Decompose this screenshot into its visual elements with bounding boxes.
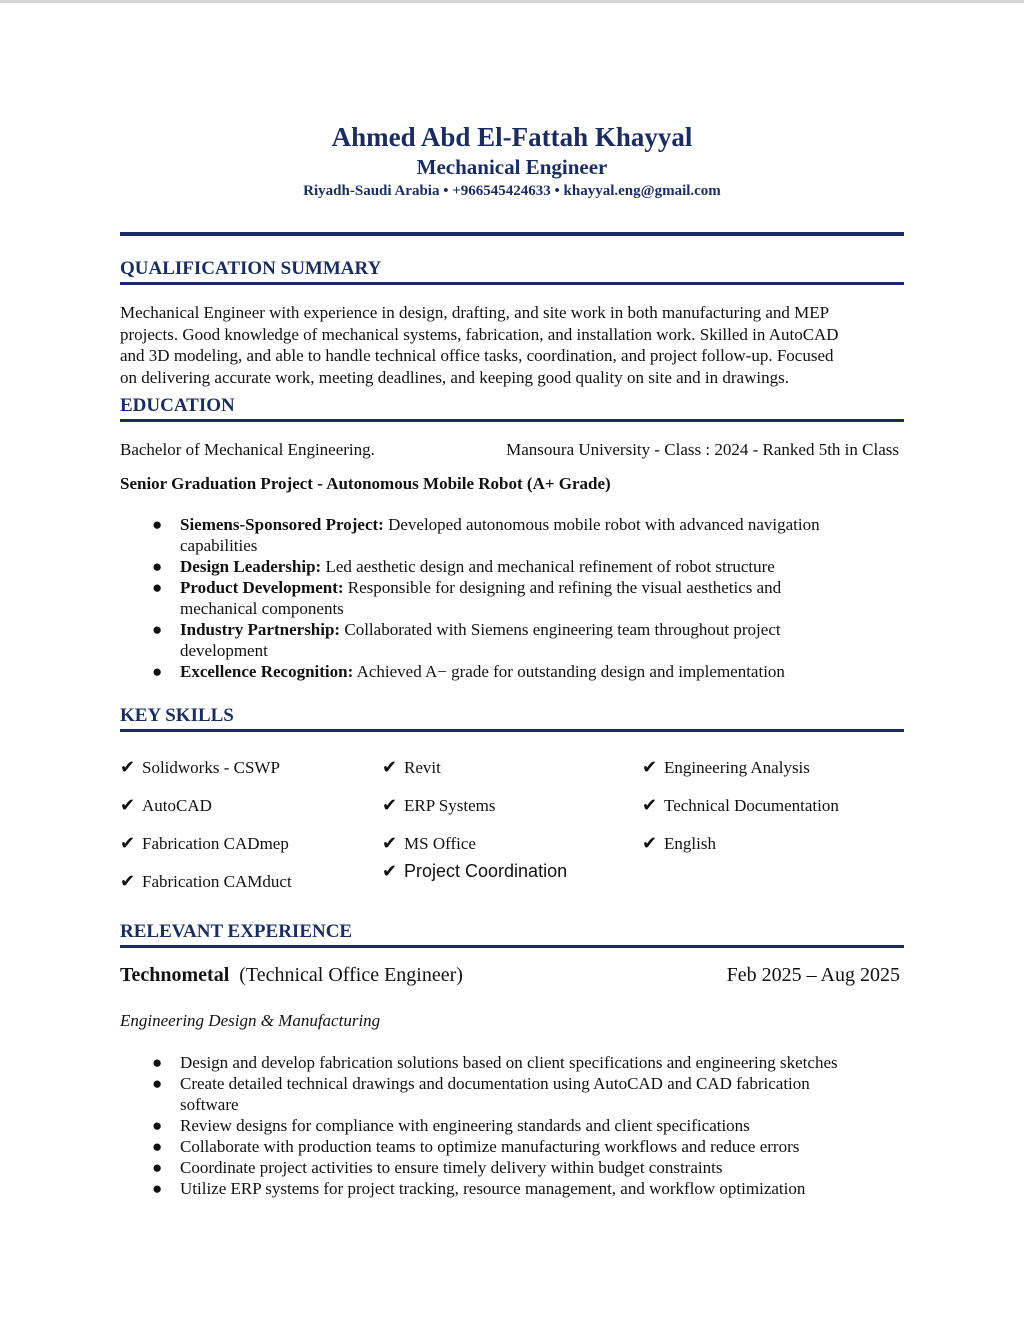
list-item (120, 661, 904, 682)
skill-label: MS Office (404, 834, 476, 853)
bullet-icon: ● (152, 662, 163, 681)
skill-item (120, 833, 289, 855)
skill-item (382, 833, 476, 855)
skill-item (382, 757, 441, 779)
skill-label: Technical Documentation (664, 796, 839, 815)
skill-item (120, 757, 280, 779)
skill-label: Fabrication CADmep (142, 834, 289, 853)
skill-item (642, 795, 839, 817)
bullet-text: Developed autonomous mobile robot with advanced navigation (383, 515, 820, 534)
education-row (120, 439, 904, 461)
check-icon: ✔ (120, 871, 136, 892)
bullet-label: Industry Partnership: (180, 620, 341, 639)
skill-label: Engineering Analysis (664, 758, 810, 777)
skill-item (120, 795, 212, 817)
list-item (120, 1178, 904, 1199)
skill-item (642, 833, 716, 855)
check-icon: ✔ (642, 833, 658, 854)
bullet-icon: ● (152, 515, 163, 534)
list-item (120, 1073, 904, 1115)
bullet-text-cont: software (180, 1095, 239, 1114)
skill-label: English (664, 834, 716, 853)
skill-label: Fabrication CAMduct (142, 872, 292, 891)
candidate-name: Ahmed Abd El-Fattah Khayyal (331, 122, 693, 152)
skill-item (642, 757, 810, 779)
list-item (120, 556, 904, 577)
check-icon: ✔ (382, 757, 398, 778)
skill-label: AutoCAD (142, 796, 212, 815)
skill-item (382, 795, 495, 817)
bullet-icon: ● (152, 1179, 163, 1198)
bullet-text: Utilize ERP systems for project tracking, resource management, and workflow optimization (180, 1179, 806, 1198)
bullet-text: Responsible for designing and refining the visual aesthetics and (343, 578, 782, 597)
list-item (120, 1136, 904, 1157)
section-title-experience: RELEVANT EXPERIENCE (120, 920, 904, 948)
check-icon: ✔ (120, 757, 136, 778)
bullet-icon: ● (152, 557, 163, 576)
bullet-text: Led aesthetic design and mechanical refinement of robot structure (321, 557, 775, 576)
contact-info: Riyadh-Saudi Arabia • +966545424633 • khayyal.eng@gmail.com (303, 183, 721, 199)
summary-line: on delivering accurate work, meeting deadlines, and keeping good quality on site and in drawings. (120, 367, 789, 387)
job-position: (Technical Office Engineer) (239, 964, 463, 986)
bullet-icon: ● (152, 1074, 163, 1093)
check-icon: ✔ (382, 833, 398, 854)
section-title-education: EDUCATION (120, 394, 904, 422)
job-subtitle: Engineering Design & Manufacturing (120, 1011, 381, 1030)
skill-label: Project Coordination (404, 861, 568, 881)
degree: Bachelor of Mechanical Engineering. (120, 440, 375, 459)
check-icon: ✔ (642, 757, 658, 778)
bullet-text-cont: capabilities (180, 536, 258, 555)
skill-label: ERP Systems (404, 796, 496, 815)
list-item (120, 1157, 904, 1178)
bullet-label: Design Leadership: (180, 557, 322, 576)
skill-label: Solidworks - CSWP (142, 758, 280, 777)
bullet-icon: ● (152, 1158, 163, 1177)
list-item (120, 1052, 904, 1073)
bullet-label: Excellence Recognition: (180, 662, 354, 681)
section-title-summary: QUALIFICATION SUMMARY (120, 257, 904, 285)
check-icon: ✔ (120, 795, 136, 816)
bullet-text-cont: development (180, 641, 268, 660)
bullet-text-cont: mechanical components (180, 599, 344, 618)
bullet-label: Siemens-Sponsored Project: (180, 515, 384, 534)
company-name: Technometal (120, 964, 230, 986)
check-icon: ✔ (382, 861, 398, 882)
bullet-text: Review designs for compliance with engineering standards and client specifications (180, 1116, 750, 1135)
summary-paragraph (120, 302, 904, 388)
job-header (120, 963, 904, 987)
bullet-text: Collaborated with Siemens engineering team throughout project (340, 620, 781, 639)
bullet-label: Product Development: (180, 578, 344, 597)
job-dates: Feb 2025 – Aug 2025 (726, 964, 900, 986)
summary-line: Mechanical Engineer with experience in design, drafting, and site work in both manufacturing and MEP (120, 303, 830, 322)
bullet-text: Collaborate with production teams to optimize manufacturing workflows and reduce errors (180, 1137, 800, 1156)
candidate-role: Mechanical Engineer (416, 155, 608, 179)
bullet-text: Design and develop fabrication solutions based on client specifications and engineering sketches (180, 1053, 838, 1072)
list-item (120, 1115, 904, 1136)
viewer-top-edge (0, 0, 1024, 3)
check-icon: ✔ (120, 833, 136, 854)
check-icon: ✔ (642, 795, 658, 816)
experience-bullet-list (120, 1052, 904, 1199)
skill-item (382, 860, 567, 883)
graduation-project-title: Senior Graduation Project - Autonomous Mobile Robot (A+ Grade) (120, 474, 611, 493)
bullet-text: Create detailed technical drawings and documentation using AutoCAD and CAD fabrication (180, 1074, 810, 1093)
skill-label: Revit (404, 758, 441, 777)
education-bullet-list (120, 514, 904, 682)
summary-line: and 3D modeling, and able to handle technical office tasks, coordination, and project follow-up. Focused (120, 346, 834, 365)
list-item (120, 619, 904, 661)
header-divider (120, 232, 904, 236)
check-icon: ✔ (382, 795, 398, 816)
summary-line: projects. Good knowledge of mechanical systems, fabrication, and installation work. Skilled in AutoCAD (120, 324, 839, 344)
bullet-icon: ● (152, 620, 163, 639)
section-title-skills: KEY SKILLS (120, 704, 904, 732)
bullet-icon: ● (152, 578, 163, 597)
bullet-icon: ● (152, 1116, 163, 1135)
university-details: Mansoura University - Class : 2024 - Ranked 5th in Class (506, 440, 899, 459)
resume-header (120, 120, 904, 202)
list-item (120, 577, 904, 619)
skill-item (120, 871, 292, 893)
bullet-text: Coordinate project activities to ensure timely delivery within budget constraints (180, 1158, 723, 1177)
bullet-text: Achieved A− grade for outstanding design and implementation (353, 662, 785, 681)
bullet-icon: ● (152, 1053, 163, 1072)
list-item (120, 514, 904, 556)
bullet-icon: ● (152, 1137, 163, 1156)
